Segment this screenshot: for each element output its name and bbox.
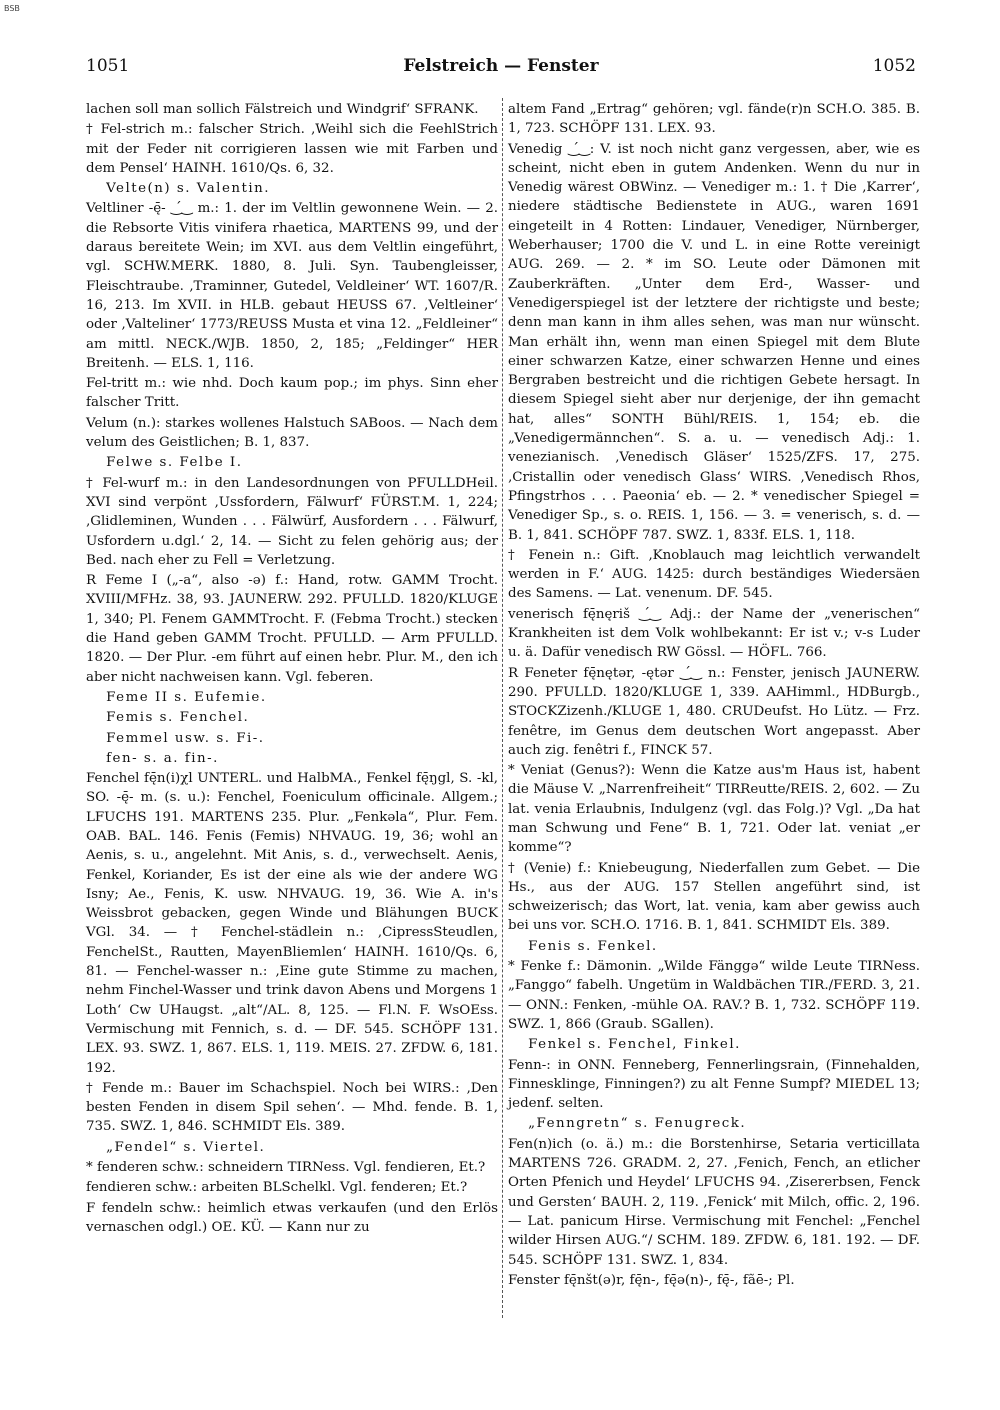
dictionary-entry: Fenster fę̄nšt(ə)r, fę̄n-, fę̄ə(n)-, fę̄-, fãē-; Pl.: [508, 1272, 795, 1288]
cross-reference-entry: Femis s. Fenchel.: [106, 710, 250, 726]
column-divider: [502, 98, 503, 1318]
dictionary-entry: fendieren schw.: arbeiten BLSchelkl. Vgl. fenderen; Et.?: [86, 1180, 468, 1196]
cross-reference-entry: fen- s. a. fin-.: [106, 750, 219, 766]
dictionary-entry: Velum (n.): starkes wollenes Halstuch SABoos. — Nach dem velum des Geistlichen; B. 1, 837.: [86, 415, 498, 451]
page-title: Felstreich — Fenster: [403, 56, 599, 76]
cross-reference-entry: Felwe s. Felbe I.: [106, 455, 243, 471]
dictionary-entry: Fen(n)ich (o. ä.) m.: die Borstenhirse, Setaria verticillata MARTENS 726. GRADM. 2, 27. ‚Fenich, Fench, an etlicher Orten Pfenich und Heydel‘ LFUCHS 94. ‚Zisererbsen, Fenck und Gersten‘ BAUH. 2, 119. ‚Fenick‘ mit Milch, offic. 2, 196. — Lat. panicum Hirse. Vermischung mit Fenchel: „Fenchel wilder Hirsen AUG.“/ SCHM. 189. ZFDW. 6, 181. 192. — DF. 545. SCHÖPF 131. SWZ. 1, 834.: [508, 1136, 920, 1268]
cross-reference-entry: „Fenngretn“ s. Fenugreck.: [528, 1116, 747, 1132]
dictionary-entry: F fendeln schw.: heimlich etwas verkaufen (und den Erlös vernaschen odgl.) OE. KÜ. — Kann nur zu: [86, 1200, 498, 1235]
right-column: [508, 100, 920, 1291]
dictionary-entry: † Fende m.: Bauer im Schachspiel. Noch bei WIRS.: ‚Den besten Fenden in disem Spil sehen‘. — Mhd. fende. B. 1, 735. SWZ. 1, 846. SCHMIDT Els. 389.: [86, 1080, 498, 1135]
library-stamp: BSB: [4, 4, 20, 13]
running-header: [86, 56, 916, 82]
cross-reference-entry: Fenkel s. Fenchel, Finkel.: [528, 1037, 741, 1053]
dictionary-entry: Veltliner -ę̄- ‿́‿ m.: 1. der im Veltlin gewonnene Wein. — 2. die Rebsorte Vitis vinifera rhaetica, MARTENS 99, und der daraus bereitete Wein; im XVI. aus dem Veltlin eingeführt, vgl. SCHW.MERK. 1880, 8. Juli. Syn. Taubengleisser, Fleischtraube. ‚Traminner, Gutedel, Veldleiner‘ WT. 1607/R. 16, 213. Im XVII. in HLB. gebaut HEUSS 67. ‚Veltleiner‘ oder ‚Valteliner‘ 1773/REUSS Musta et vina 12. „Feldleiner“ am mittl. NECK./WJB. 1850, 2, 185; „Feldinger“ HER Breitenh. — ELS. 1, 116.: [86, 201, 498, 371]
dictionary-entry: Venedig ‿́‿: V. ist noch nicht ganz vergessen, aber, wie es scheint, nicht eben in gutem Andenken. Wenn du nur in Venedig wärest OBWinz. — Venediger m.: 1. † Die ‚Karrer‘, niedere städtische Bedienstete in AUG., waren 1691 eingeteilt in 4 Rotten: Lindauer, Venediger, Nürnberger, Weberhauser; 1700 die V. und L. in eine Rotte vereinigt AUG. 269. — 2. * im SO. Leute oder Dämonen mit Zauberkräften. „Unter dem Erd-, Wasser- und Venedigerspiegel ist der letztere der richtigste und beste; denn man kann in ihm alles sehen, was man nur wünscht. Man erhält ihn, wenn man einen Spiegel mit dem Blute einer schwarzen Katze, einer schwarzen Henne und eines Bergraben bestreicht und die richtigen Gebete hersagt. In diesem Spiegel sieht aber nur derjenige, der ihn gemacht hat, alles“ SONTH Bühl/REIS. 1, 154; eb. die „Venedigermännchen“. S. a. u. — venedisch Adj.: 1. venezianisch. ‚Venedisch Gläser‘ 1525/ZFS. 17, 275. ‚Cristallin oder venedisch Glass‘ WIRS. ‚Venedisch Rhos, Pfingstrhos . . . Paeonia‘ eb. — 2. * venedischer Spiegel = Venediger Sp., s. o. REIS. 1, 156. — 3. = venerisch, s. d. — B. 1, 841. SCHÖPF 787. SWZ. 1, 833f. ELS. 1, 118.: [508, 141, 920, 543]
dictionary-entry: venerisch fę̄nęriš ‿́‿ Adj.: der Name der „venerischen“ Krankheiten ist dem Volk wohlbekannt: Er ist v.; v-s Luder u. ä. Dafür venedisch RW Gössl. — HÖFL. 766.: [508, 606, 920, 661]
dictionary-entry: Fel-tritt m.: wie nhd. Doch kaum pop.; im phys. Sinn eher falscher Tritt.: [86, 376, 498, 411]
cross-reference-entry: Fenis s. Fenkel.: [528, 938, 658, 954]
cross-reference-entry: „Fendel“ s. Viertel.: [106, 1139, 266, 1155]
page-number-left: 1051: [86, 56, 130, 76]
dictionary-entry: R Feneter fę̄nętər, -ętər ‿́‿ n.: Fenster, jenisch JAUNERW. 290. PFULLD. 1820/KLUGE 1, 339. AAHimml., HDBurgb., STOCKZizenh./KLUGE 1, 480. CRUDeufst. Ho Lütz. — Frz. fenêtre, im Genus dem deutschen Wort angepasst. Aber auch zig. fenêtri f., FINCK 57.: [508, 665, 920, 758]
dictionary-entry: Fenn-: in ONN. Fenneberg, Fennerlingsrain, (Finnehalden, Finnesklinge, Finningen?) zu alt Fenne Sumpf? MIEDEL 13; jedenf. selten.: [508, 1057, 920, 1112]
dictionary-entry: † Fel-strich m.: falscher Strich. ‚Weihl sich die FeehlStrich mit der Feder nit corrigieren lassen wie mit Farben und dem Pensel‘ HAINH. 1610/Qs. 6, 32.: [86, 122, 498, 176]
cross-reference-entry: Velte(n) s. Valentin.: [106, 181, 271, 197]
left-column: [86, 100, 498, 1238]
dictionary-entry: altem Fand „Ertrag“ gehören; vgl. fände(r)n SCH.O. 385. B. 1, 723. SCHÖPF 131. LEX. 93.: [508, 102, 920, 137]
dictionary-entry: † (Venie) f.: Kniebeugung, Niederfallen zum Gebet. — Die Hs., aus der AUG. 157 Stellen angeführt sind, ist schweizerisch; das Wort, lat. venia, kam aber gewiss auch bei uns vor. SCH.O. 1716. B. 1, 841. SCHMIDT Els. 389.: [508, 860, 920, 934]
dictionary-entry: lachen soll man sollich Fälstreich und Windgrif‘ SFRANK.: [86, 102, 479, 117]
dictionary-entry: * fenderen schw.: schneidern TIRNess. Vgl. fendieren, Et.?: [86, 1160, 486, 1176]
page-number-right: 1052: [872, 56, 916, 76]
cross-reference-entry: Feme II s. Eufemie.: [106, 689, 267, 705]
dictionary-entry: † Fel-wurf m.: in den Landesordnungen von PFULLDHeil. XVI sind verpönt ‚Ussfordern, Fälwurf‘ FÜRST.M. 1, 224; ‚Glidleminen, Wunden . . . Fälwürf, Ausfordern . . . Fälwurf, Usfordern u.dgl.‘ 2, 14. — Sicht zu felen gehörig aus; der Bed. nach eher zu Fell = Verletzung.: [86, 475, 498, 568]
dictionary-entry: * Veniat (Genus?): Wenn die Katze aus'm Haus ist, habent die Mäuse V. „Narrenfreiheit“ TIRReutte/REIS. 2, 602. — Zu lat. venia Erlaubnis, Indulgenz (vgl. das Folg.)? Vgl. „Da hat man Schwung und Fene“ B. 1, 721. Oder lat. veniat „er komme“?: [508, 763, 920, 856]
cross-reference-entry: Femmel usw. s. Fi-.: [106, 730, 265, 746]
dictionary-entry: R Feme I („-a“, also -ə) f.: Hand, rotw. GAMM Trocht. XVIII/MFHz. 38, 93. JAUNERW. 292. PFULLD. 1820/KLUGE 1, 340; Pl. Fenem GAMMTrocht. F. (Febma Trocht.) stecken die Hand geben GAMM Trocht. PFULLD. — Arm PFULLD. 1820. — Der Plur. -em führt auf einen hebr. Plur. M., den ich aber nicht nachweisen kann. Vgl. feberen.: [86, 573, 498, 685]
dictionary-entry: Fenchel fę̄n(i)χl UNTERL. und HalbMA., Fenkel fę̄ŋgl, S. -kl, SO. -ę̄- m. (s. u.): Fenchel, Foeniculum officinale. Allgem.; LFUCHS 191. MARTENS 235. Plur. „Fenkəla“, Plur. Fem. OAB. BAL. 146. Fenis (Femis) NHVAUG. 19, 36; wohl an Aenis, s. u., angelehnt. Mit Anis, s. d., verwechselt. Aenis, Fenkel, Koriander, Es ist der eine als wie der andere WG Isny; Ae., Fenis, K. usw. NHVAUG. 19, 36. Wie A. in's Weissbrot gebacken, gegen Winde und Blähungen BUCK VGl. 34. — † Fenchel-städlein n.: ‚CipressSteudlen, FenchelSt., Rautten, MayenBliemlen‘ HAINH. 1610/Qs. 6, 81. — Fenchel-wasser n.: ‚Eine gute Stimme zu machen, nehm Finchel-Wasser und trink davon Abens und Morgens 1 Loth‘ Cw UHaugst. „alt“/AL. 8, 125. — Fl.N. F. WsOEss. Vermischung mit Fennich, s. d. — DF. 545. SCHÖPF 131. LEX. 93. SWZ. 1, 867. ELS. 1, 119. MEIS. 27. ZFDW. 6, 181. 192.: [86, 771, 498, 1076]
dictionary-entry: * Fenke f.: Dämonin. „Wilde Fänggə“ wilde Leute TIRNess. „Fanggo“ fabelh. Ungetüm in Waldbächen TIR./FERD. 3, 21. — ONN.: Fenken, -mühle OA. RAV.? B. 1, 732. SCHÖPF 119. SWZ. 1, 866 (Graub. SGallen).: [508, 959, 920, 1032]
dictionary-entry: † Fenein n.: Gift. ‚Knoblauch mag leichtlich verwandelt werden in F.‘ AUG. 1425: durch beständiges Wiedersäen des Samens. — Lat. venenum. DF. 545.: [508, 547, 920, 602]
